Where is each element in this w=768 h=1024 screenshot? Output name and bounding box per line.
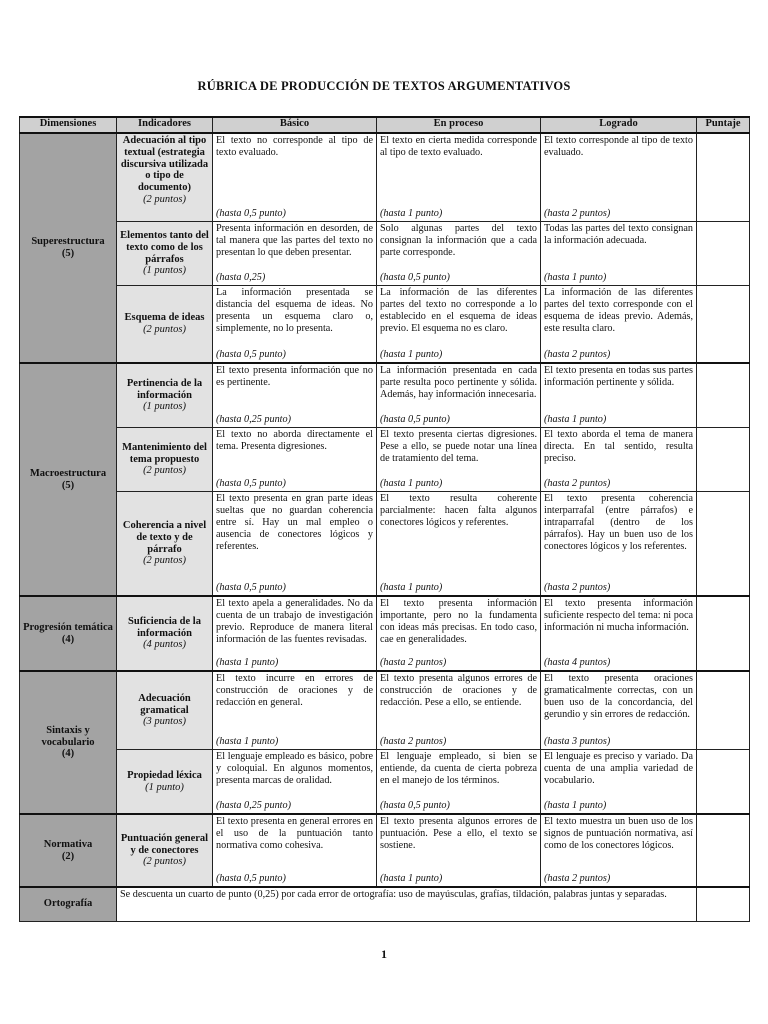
indicator-points: (1 puntos) xyxy=(143,401,186,413)
criterion-cell-basico xyxy=(213,671,377,750)
criterion-content xyxy=(216,673,373,748)
indicator-points: (1 puntos) xyxy=(143,265,186,277)
criterion-cell-basico xyxy=(213,492,377,597)
criterion-score: (hasta 0,5 punto) xyxy=(216,478,286,490)
criterion-content xyxy=(544,598,693,669)
puntaje-cell[interactable] xyxy=(697,286,750,364)
criterion-content xyxy=(380,493,537,594)
criterion-cell-proceso xyxy=(377,133,541,222)
header-indicadores: Indicadores xyxy=(117,117,213,133)
criterion-text: El lenguaje empleado, si bien se entiende, da cuenta de cierta pobreza en el manejo de los términos. xyxy=(380,751,537,786)
criterion-cell-basico xyxy=(213,222,377,286)
criterion-content xyxy=(216,598,373,669)
criterion-score: (hasta 1 punto) xyxy=(216,657,279,669)
indicator-points: (2 puntos) xyxy=(143,324,186,335)
criterion-cell-logrado xyxy=(541,222,697,286)
criterion-score: (hasta 1 punto) xyxy=(380,873,443,885)
indicator-points: (2 puntos) xyxy=(143,555,186,567)
criterion-cell-logrado xyxy=(541,750,697,815)
criterion-content xyxy=(380,365,537,426)
criterion-text: El texto presenta algunos errores de puntuación. Pese a ello, el texto se sostiene. xyxy=(380,816,537,851)
criterion-content xyxy=(380,751,537,812)
page-number: 1 xyxy=(381,947,387,961)
criterion-content xyxy=(216,135,373,220)
criterion-cell-proceso xyxy=(377,492,541,597)
indicator-name: Suficiencia de la información xyxy=(128,615,201,639)
criterion-content xyxy=(544,751,693,812)
indicator-points: (2 puntos) xyxy=(143,465,186,477)
criterion-cell-logrado xyxy=(541,492,697,597)
criterion-content xyxy=(216,223,373,284)
criterion-text: El texto presenta información suficiente respecto del tema: ni poca información ni mucha información. xyxy=(544,598,693,633)
criterion-content xyxy=(380,598,537,669)
criterion-text: La información de las diferentes partes del texto corresponde con el esquema de ideas previo. Además, este resulta claro. xyxy=(544,287,693,334)
indicator-points: (4 puntos) xyxy=(143,639,186,651)
criterion-score: (hasta 2 puntos) xyxy=(544,208,611,220)
criterion-score: (hasta 3 puntos) xyxy=(544,736,611,748)
criterion-text: El texto presenta información que no es pertinente. xyxy=(216,365,373,388)
rubric-row xyxy=(20,428,750,492)
criterion-text: El lenguaje empleado es básico, pobre y coloquial. En algunos momentos, presenta marcas de oralidad. xyxy=(216,751,373,786)
puntaje-cell[interactable] xyxy=(697,133,750,222)
criterion-content xyxy=(544,493,693,594)
criterion-text: El texto muestra un buen uso de los signos de puntuación normativa, así como de los conectores lógicos. xyxy=(544,816,693,851)
dimension-points: (4) xyxy=(61,633,75,645)
puntaje-cell[interactable] xyxy=(697,492,750,597)
criterion-score: (hasta 2 puntos) xyxy=(380,657,447,669)
criterion-content xyxy=(216,429,373,490)
rubric-row xyxy=(20,363,750,428)
rubric-row xyxy=(20,750,750,815)
indicator-name: Adecuación al tipo textual (estrategia discursiva utilizada o tipo de documento) xyxy=(120,135,209,194)
dimension-points: (2) xyxy=(61,850,75,862)
criterion-content xyxy=(544,365,693,426)
indicator-cell xyxy=(117,671,213,750)
criterion-cell-basico xyxy=(213,596,377,671)
criterion-cell-basico xyxy=(213,750,377,815)
criterion-text: La información presentada en cada parte resulta poco pertinente y sólida. Además, hay información innecesaria. xyxy=(380,365,537,400)
criterion-score: (hasta 0,5 punto) xyxy=(216,582,286,594)
criterion-text: El texto apela a generalidades. No da cuenta de un trabajo de investigación previo. Reproduce de manera literal información de las fuentes revisadas. xyxy=(216,598,373,645)
criterion-text: La información de las diferentes partes del texto no corresponde a lo establecido en el esquema de ideas previo. El esquema no es claro. xyxy=(380,287,537,334)
indicator-name: Adecuación gramatical xyxy=(138,692,191,716)
dimension-name: Macroestructura xyxy=(29,467,107,479)
header-en-proceso: En proceso xyxy=(377,117,541,133)
criterion-cell-logrado xyxy=(541,286,697,364)
criterion-content xyxy=(380,673,537,748)
criterion-score: (hasta 2 puntos) xyxy=(544,349,611,361)
indicator-cell xyxy=(117,428,213,492)
indicator-points: (2 puntos) xyxy=(143,193,186,205)
criterion-cell-basico xyxy=(213,286,377,364)
criterion-score: (hasta 2 puntos) xyxy=(380,736,447,748)
criterion-score: (hasta 0,25) xyxy=(216,272,266,284)
header-row xyxy=(20,117,750,133)
rubric-row xyxy=(20,596,750,671)
ortografia-row xyxy=(20,887,750,921)
dimension-points: (5) xyxy=(61,479,75,491)
header-basico: Básico xyxy=(213,117,377,133)
indicator-name: Esquema de ideas xyxy=(124,312,205,324)
criterion-text: El texto corresponde al tipo de texto evaluado. xyxy=(544,135,693,158)
indicator-name: Mantenimiento del tema propuesto xyxy=(122,441,207,465)
indicator-cell xyxy=(117,363,213,428)
criterion-score: (hasta 0,5 punto) xyxy=(216,873,286,885)
dimension-name: Progresión temática xyxy=(23,621,113,633)
criterion-text: El texto presenta en todas sus partes información pertinente y sólida. xyxy=(544,365,693,388)
criterion-content xyxy=(544,816,693,885)
dimension-cell-ortografia xyxy=(20,887,117,921)
rubric-row xyxy=(20,133,750,222)
criterion-text: El texto aborda el tema de manera directa. En tal sentido, resulta preciso. xyxy=(544,429,693,464)
indicator-points: (3 puntos) xyxy=(143,716,186,728)
criterion-score: (hasta 0,5 punto) xyxy=(380,272,450,284)
criterion-content xyxy=(544,673,693,748)
criterion-content xyxy=(544,223,693,284)
criterion-content xyxy=(216,493,373,594)
criterion-cell-basico xyxy=(213,363,377,428)
criterion-text: El texto no aborda directamente el tema. Presenta digresiones. xyxy=(216,429,373,452)
criterion-score: (hasta 0,25 punto) xyxy=(216,414,291,426)
puntaje-cell[interactable] xyxy=(697,814,750,887)
criterion-score: (hasta 1 punto) xyxy=(544,414,607,426)
criterion-score: (hasta 2 puntos) xyxy=(544,873,611,885)
dimension-name: Normativa xyxy=(43,838,93,850)
criterion-content xyxy=(216,816,373,885)
criterion-content xyxy=(216,287,373,361)
criterion-cell-logrado xyxy=(541,363,697,428)
indicator-cell xyxy=(117,492,213,597)
indicator-points: (2 puntos) xyxy=(143,856,186,868)
criterion-score: (hasta 1 punto) xyxy=(380,349,443,361)
criterion-score: (hasta 1 punto) xyxy=(216,736,279,748)
criterion-cell-logrado xyxy=(541,133,697,222)
indicator-name: Puntuación general y de conectores xyxy=(120,832,209,856)
criterion-cell-logrado xyxy=(541,814,697,887)
dimension-cell-superestructura xyxy=(20,133,117,363)
dimension-name: Ortografía xyxy=(43,898,93,910)
criterion-text: El lenguaje es preciso y variado. Da cuenta de una amplia variedad de vocabulario. xyxy=(544,751,693,786)
criterion-cell-logrado xyxy=(541,596,697,671)
criterion-cell-proceso xyxy=(377,363,541,428)
criterion-cell-proceso xyxy=(377,222,541,286)
rubric-table xyxy=(19,116,750,922)
criterion-score: (hasta 2 puntos) xyxy=(544,582,611,594)
criterion-text: El texto presenta algunos errores de construcción de oraciones y de redacción. Pese a ello, se entiende. xyxy=(380,673,537,708)
criterion-cell-proceso xyxy=(377,428,541,492)
indicator-points: (1 punto) xyxy=(145,781,184,793)
dimension-name: Sintaxis y vocabulario xyxy=(41,724,95,748)
puntaje-cell[interactable] xyxy=(697,750,750,815)
indicator-cell xyxy=(117,133,213,222)
criterion-cell-proceso xyxy=(377,596,541,671)
criterion-score: (hasta 1 punto) xyxy=(380,208,443,220)
indicator-cell xyxy=(117,286,213,364)
criterion-content xyxy=(380,135,537,220)
criterion-cell-logrado xyxy=(541,428,697,492)
criterion-cell-proceso xyxy=(377,750,541,815)
indicator-cell xyxy=(117,596,213,671)
dimension-cell-normativa xyxy=(20,814,117,887)
indicator-name: Propiedad léxica xyxy=(127,769,202,781)
dimension-name: Superestructura xyxy=(31,236,105,248)
criterion-text: Todas las partes del texto consignan la información adecuada. xyxy=(544,223,693,246)
criterion-text: El texto presenta ciertas digresiones. Pese a ello, se puede notar una línea de tratamiento del tema. xyxy=(380,429,537,464)
dimension-cell-macroestructura xyxy=(20,363,117,596)
rubric-row xyxy=(20,814,750,887)
criterion-content xyxy=(544,287,693,361)
header-puntaje: Puntaje xyxy=(697,117,750,133)
criterion-content xyxy=(380,429,537,490)
indicator-name: Pertinencia de la información xyxy=(126,377,203,401)
criterion-cell-proceso xyxy=(377,286,541,364)
criterion-content xyxy=(216,365,373,426)
criterion-cell-basico xyxy=(213,814,377,887)
criterion-text: El texto incurre en errores de construcción de oraciones y de redacción en general. xyxy=(216,673,373,708)
criterion-score: (hasta 1 punto) xyxy=(380,582,443,594)
rubric-row xyxy=(20,222,750,286)
criterion-cell-proceso xyxy=(377,814,541,887)
criterion-text: El texto presenta en general errores en el uso de la puntuación tanto normativa como cohesiva. xyxy=(216,816,373,851)
criterion-score: (hasta 0,5 punto) xyxy=(216,208,286,220)
criterion-cell-proceso xyxy=(377,671,541,750)
criterion-score: (hasta 0,25 punto) xyxy=(216,800,291,812)
ortografia-description xyxy=(117,887,697,921)
indicator-cell xyxy=(117,222,213,286)
criterion-text: El texto en cierta medida corresponde al tipo de texto evaluado. xyxy=(380,135,537,158)
criterion-score: (hasta 1 punto) xyxy=(544,800,607,812)
criterion-content xyxy=(216,751,373,812)
rubric-row xyxy=(20,492,750,597)
criterion-content xyxy=(380,816,537,885)
criterion-content xyxy=(380,287,537,361)
header-dimensiones: Dimensiones xyxy=(20,117,117,133)
rubric-row xyxy=(20,286,750,364)
dimension-points: (5) xyxy=(61,248,75,259)
criterion-score: (hasta 0,5 punto) xyxy=(216,349,286,361)
puntaje-cell[interactable] xyxy=(697,222,750,286)
indicator-cell xyxy=(117,814,213,887)
criterion-score: (hasta 0,5 punto) xyxy=(380,414,450,426)
criterion-cell-basico xyxy=(213,133,377,222)
criterion-text: El texto presenta en gran parte ideas sueltas que no guardan coherencia entre sí. Hay un mal empleo o ausencia de conectores lógicos y referentes. xyxy=(216,493,373,552)
page-title: RÚBRICA DE PRODUCCIÓN DE TEXTOS ARGUMENTATIVOS xyxy=(197,79,571,93)
indicator-name: Coherencia a nivel de texto y de párrafo xyxy=(122,519,207,555)
puntaje-cell[interactable] xyxy=(697,596,750,671)
criterion-score: (hasta 4 puntos) xyxy=(544,657,611,669)
header-logrado: Logrado xyxy=(541,117,697,133)
indicator-name: Elementos tanto del texto como de los párrafos xyxy=(120,229,209,265)
criterion-text: Solo algunas partes del texto consignan la información que a cada parte corresponde. xyxy=(380,223,537,258)
criterion-content xyxy=(544,135,693,220)
rubric-row xyxy=(20,671,750,750)
criterion-score: (hasta 1 punto) xyxy=(544,272,607,284)
criterion-text: El texto presenta información importante, pero no la fundamenta con ideas más precisas. En todo caso, cae en generalidades. xyxy=(380,598,537,645)
criterion-score: (hasta 2 puntos) xyxy=(544,478,611,490)
criterion-content xyxy=(380,223,537,284)
criterion-cell-basico xyxy=(213,428,377,492)
dimension-cell-progresion-tematica xyxy=(20,596,117,671)
criterion-score: (hasta 0,5 punto) xyxy=(380,800,450,812)
criterion-text: El texto no corresponde al tipo de texto evaluado. xyxy=(216,135,373,158)
criterion-text: El texto resulta coherente parcialmente: hacen falta algunos conectores lógicos y referentes. xyxy=(380,493,537,528)
criterion-cell-logrado xyxy=(541,671,697,750)
criterion-text: El texto presenta coherencia interparrafal (entre párrafos) e intraparrafal (dentro de los párrafos). Hay un buen uso de los conectores lógicos y los referentes. xyxy=(544,493,693,552)
criterion-text: El texto presenta oraciones gramaticalmente correctas, con un buen uso de la concordancia, del gerundio y sin errores de redacción. xyxy=(544,673,693,720)
dimension-cell-sintaxis-vocabulario xyxy=(20,671,117,814)
indicator-cell xyxy=(117,750,213,815)
puntaje-cell[interactable] xyxy=(697,363,750,428)
puntaje-cell[interactable] xyxy=(697,887,750,921)
criterion-score: (hasta 1 punto) xyxy=(380,478,443,490)
criterion-text: La información presentada se distancia del esquema de ideas. No presenta un esquema claro o, simplemente, no lo presenta. xyxy=(216,287,373,334)
criterion-text: Presenta información en desorden, de tal manera que las partes del texto no presentan lo que deben presentar. xyxy=(216,223,373,258)
dimension-points: (4) xyxy=(61,748,75,760)
criterion-content xyxy=(544,429,693,490)
puntaje-cell[interactable] xyxy=(697,428,750,492)
ortografia-text: Se descuenta un cuarto de punto (0,25) por cada error de ortografía: uso de mayúsculas, grafías, tildación, palabras juntas y separadas. xyxy=(120,889,667,900)
puntaje-cell[interactable] xyxy=(697,671,750,750)
